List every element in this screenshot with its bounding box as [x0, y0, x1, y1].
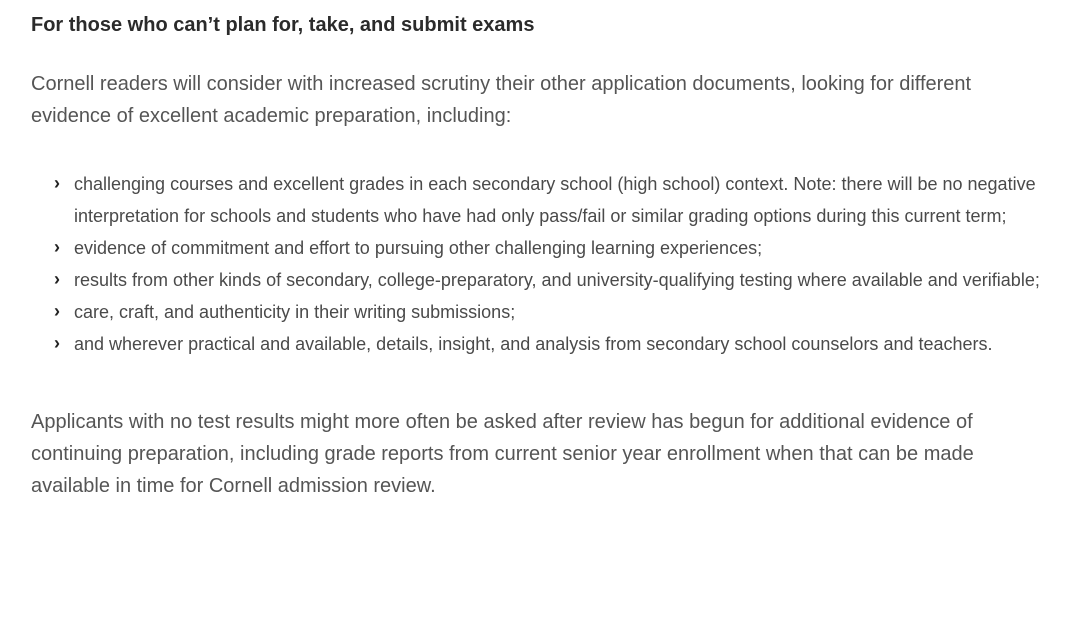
intro-paragraph: Cornell readers will consider with increased scrutiny their other application documents, looking for different evidence of excellent academic preparation, including: [31, 73, 972, 127]
list-item-text: evidence of commitment and effort to pursuing other challenging learning experiences; [74, 238, 763, 258]
outro-paragraph: Applicants with no test results might more often be asked after review has begun for additional evidence of continuing preparation, including grade reports from current senior year enrollment when that can be made available in time for Cornell admission review. [31, 411, 974, 497]
chevron-right-icon: › [54, 333, 60, 353]
list-item-text: and wherever practical and available, details, insight, and analysis from secondary school counselors and teachers. [74, 334, 993, 354]
list-item-text: results from other kinds of secondary, college-preparatory, and university-qualifying testing where available and verifiable; [74, 270, 1040, 290]
list-item-text: care, craft, and authenticity in their writing submissions; [74, 302, 516, 322]
list-item [54, 328, 1051, 360]
list-item [54, 296, 1051, 328]
list-item-text: challenging courses and excellent grades in each secondary school (high school) context. Note: there will be no negative interpretation for schools and students who have had only pass/fail or similar grading options during this current term; [74, 174, 1036, 226]
section-heading: For those who can’t plan for, take, and submit exams [31, 14, 535, 36]
list-item [54, 232, 1051, 264]
chevron-right-icon: › [54, 269, 60, 289]
article-content [31, 10, 1051, 502]
chevron-right-icon: › [54, 237, 60, 257]
chevron-right-icon: › [54, 173, 60, 193]
list-item [54, 264, 1051, 296]
list-item [54, 168, 1051, 232]
evidence-list [31, 168, 1051, 360]
chevron-right-icon: › [54, 301, 60, 321]
